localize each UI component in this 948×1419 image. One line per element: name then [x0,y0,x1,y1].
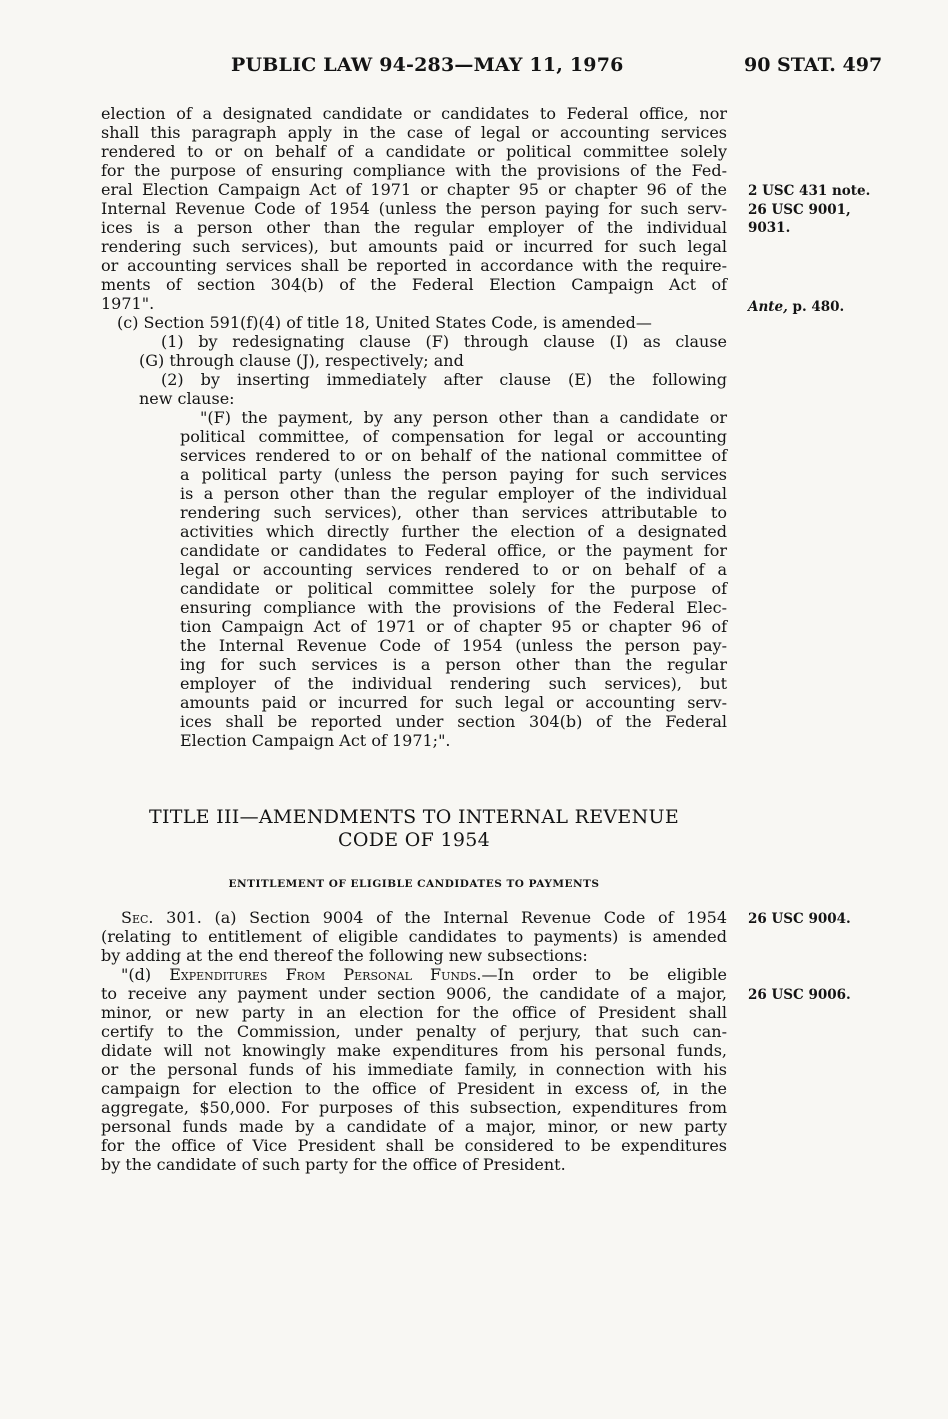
text-line: legal or accounting services rendered to or on behalf of a [180,560,727,579]
title-line: TITLE III—AMENDMENTS TO INTERNAL REVENUE [148,806,680,828]
text-line: campaign for election to the office of President in excess of, in the [101,1079,727,1098]
margin-note-9031: 9031. [748,220,791,236]
text-line: rendering such services), but amounts paid or incurred for such legal [101,237,727,256]
text-line: rendered to or on behalf of a candidate or political committee solely [101,142,727,161]
ante-page: p. 480. [787,299,845,315]
text-line: for the office of Vice President shall be considered to be expenditures [101,1136,727,1155]
margin-note-26usc9001: 26 USC 9001, [748,202,851,218]
text-line: aggregate, $50,000. For purposes of this subsection, expenditures from [101,1098,727,1117]
text-line: eral Election Campaign Act of 1971 or chapter 95 or chapter 96 of the [101,180,727,199]
subsection-heading: Expenditures From Personal Funds. [169,965,482,984]
text-line: new clause: [139,389,235,408]
subsection-d [101,965,727,1174]
text-line: ing for such services is a person other than the regular [180,655,727,674]
sec-label: Sec. [121,908,154,927]
title-line: CODE OF 1954 [337,829,490,851]
text-line: (1) by redesignating clause (F) through clause (I) as clause [161,332,727,351]
text-line: to receive any payment under section 9006, the candidate of a major, [101,984,727,1003]
text-line [101,908,727,927]
text-line: the Internal Revenue Code of 1954 (unless the person pay- [180,636,727,655]
text-line: (c) Section 591(f)(4) of title 18, United States Code, is amended— [117,313,652,332]
text-line: shall this paragraph apply in the case of legal or accounting services [101,123,727,142]
text-line: rendering such services), other than services attributable to [180,503,727,522]
text-line: candidate or candidates to Federal office, or the payment for [180,541,727,560]
text-line: amounts paid or incurred for such legal or accounting serv- [180,693,727,712]
text-line: ices shall be reported under section 304(b) of the Federal [180,712,727,731]
ante-italic: Ante, [748,299,788,315]
text-line: (G) through clause (J), respectively; and [139,351,464,370]
text-line: a political party (unless the person paying for such services [180,465,727,484]
text-line: by adding at the end thereof the following new subsections: [101,946,588,965]
text-line: political committee, of compensation for legal or accounting [180,427,727,446]
text-line: 1971". [101,294,155,313]
subsection-open: "(d) [121,965,170,984]
text-line: election of a designated candidate or candidates to Federal office, nor [101,104,727,123]
text-line: tion Campaign Act of 1971 or of chapter 95 or chapter 96 of [180,617,727,636]
text-line [101,965,727,984]
paragraph-continuation [101,104,727,313]
subsection-line-text: —In order to be eligible [481,965,727,984]
text-line: ments of section 304(b) of the Federal Election Campaign Act of [101,275,727,294]
margin-note-26usc9004: 26 USC 9004. [748,911,851,927]
text-line: or the personal funds of his immediate family, in connection with his [101,1060,727,1079]
text-line: Internal Revenue Code of 1954 (unless the person paying for such serv- [101,199,727,218]
text-line: activities which directly further the election of a designated [180,522,727,541]
margin-note-26usc9006: 26 USC 9006. [748,987,851,1003]
text-line: services rendered to or on behalf of the national committee of [180,446,727,465]
text-line: candidate or political committee solely for the purpose of [180,579,727,598]
subsection-c [101,313,727,408]
text-line: didate will not knowingly make expenditures from his personal funds, [101,1041,727,1060]
text-line: for the purpose of ensuring compliance with the provisions of the Fed- [101,161,727,180]
text-line: (2) by inserting immediately after clause (E) the following [161,370,727,389]
running-header-title: PUBLIC LAW 94-283—MAY 11, 1976 [231,54,624,76]
margin-note-2usc431: 2 USC 431 note. [748,183,871,199]
quoted-clause-f [180,408,727,750]
text-line: ensuring compliance with the provisions of the Federal Elec- [180,598,727,617]
text-line: personal funds made by a candidate of a major, minor, or new party [101,1117,727,1136]
text-line: employer of the individual rendering such services), but [180,674,727,693]
text-line: is a person other than the regular employer of the individual [180,484,727,503]
title-heading [101,806,727,852]
section-subhead: ENTITLEMENT OF ELIGIBLE CANDIDATES TO PAYMENTS [228,878,600,890]
text-line: ices is a person other than the regular employer of the individual [101,218,727,237]
text-line: minor, or new party in an election for the office of President shall [101,1003,727,1022]
margin-note-ante [748,298,844,316]
section-301 [101,908,727,965]
text-line: certify to the Commission, under penalty of perjury, that such can- [101,1022,727,1041]
running-header-stat: 90 STAT. 497 [744,54,883,76]
text-line: (relating to entitlement of eligible candidates to payments) is amended [101,927,727,946]
sec-line-text: 301. (a) Section 9004 of the Internal Revenue Code of 1954 [153,908,727,927]
text-line: Election Campaign Act of 1971;". [180,731,451,750]
text-line: "(F) the payment, by any person other than a candidate or [200,408,727,427]
text-line: by the candidate of such party for the office of President. [101,1155,566,1174]
text-line: or accounting services shall be reported in accordance with the require- [101,256,727,275]
